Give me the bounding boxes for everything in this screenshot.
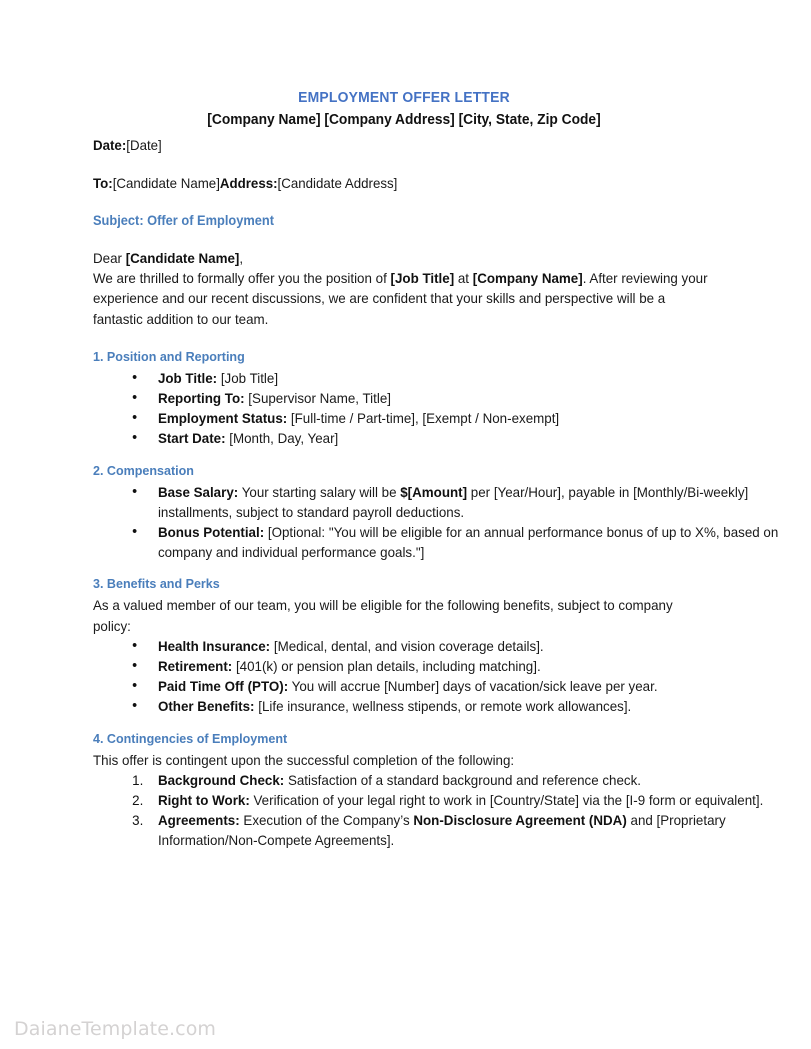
site-watermark: DaianeTemplate.com (14, 1018, 217, 1040)
spacer (93, 562, 715, 574)
item-text: [Job Title] (217, 369, 279, 386)
address-label: Address: (219, 175, 278, 191)
item-label: Reporting To: (157, 390, 245, 407)
bullet-icon: • (132, 523, 138, 541)
list-item (93, 388, 779, 408)
spacer (93, 329, 715, 347)
section-heading-compensation: 2. Compensation (93, 462, 194, 478)
position-list (93, 368, 715, 449)
item-text: [Month, Day, Year] (225, 430, 339, 447)
spacer (93, 155, 715, 173)
list-item (93, 428, 779, 448)
document-body (93, 88, 779, 851)
item-label: Bonus Potential: (157, 524, 265, 541)
spacer (93, 193, 715, 211)
item-nda: Non-Disclosure Agreement (NDA) (413, 812, 627, 829)
item-text-a: Your starting salary will be (238, 483, 401, 500)
list-item (93, 790, 779, 810)
list-item (93, 656, 779, 676)
list-item (93, 770, 779, 790)
item-label: Base Salary: (157, 483, 239, 500)
list-number: 1. (132, 771, 144, 788)
salutation (93, 248, 714, 268)
subject-line: Subject: Offer of Employment (93, 213, 275, 228)
salutation-name: [Candidate Name] (125, 250, 240, 266)
item-label: Employment Status: (157, 410, 288, 427)
bullet-icon: • (132, 636, 138, 654)
bullet-icon: • (132, 389, 138, 407)
list-number: 2. (132, 792, 144, 809)
to-value: [Candidate Name] (112, 175, 220, 191)
item-text-c: and [Proprietary Information/Non-Compete Agreements]. (157, 812, 726, 849)
item-text-a: Satisfaction of a standard background and reference check. (284, 771, 642, 788)
section-heading-contingencies: 4. Contingencies of Employment (93, 730, 288, 746)
item-text-a: Verification of your legal right to work in [Country/State] via the [I-9 form or equivalent]. (249, 792, 764, 809)
document-title: EMPLOYMENT OFFER LETTER (298, 90, 510, 106)
item-text-a: Execution of the Company’s (239, 812, 414, 829)
intro-job-title: [Job Title] (390, 270, 455, 287)
item-label: Agreements: (157, 812, 240, 829)
company-address-line: [Company Name] [Company Address] [City, State, Zip Code] (207, 112, 601, 128)
item-text-c: per [Year/Hour], payable in [Monthly/Bi-weekly] installments, subject to standard payroll deductions. (157, 483, 749, 520)
item-amount: $[Amount] (400, 483, 468, 500)
bullet-icon: • (132, 697, 138, 715)
intro-text-3: . After reviewing your experience and our recent discussions, we are confident that your skills and perspective will be a fantastic addition to our team. (93, 270, 708, 327)
to-label: To: (93, 175, 113, 191)
item-text: You will accrue [Number] days of vacation/sick leave per year. (288, 678, 658, 695)
item-label: Right to Work: (157, 792, 250, 809)
intro-company: [Company Name] (472, 270, 583, 287)
item-text: [Medical, dental, and vision coverage details]. (270, 637, 544, 654)
section-heading-position: 1. Position and Reporting (93, 348, 245, 364)
list-item (93, 522, 779, 562)
bullet-icon: • (132, 409, 138, 427)
list-item (93, 368, 779, 388)
salutation-prefix: Dear (93, 250, 126, 266)
bullet-icon: • (132, 368, 138, 386)
list-number: 3. (132, 812, 144, 829)
item-label: Start Date: (157, 430, 226, 447)
spacer (93, 230, 715, 248)
recipient-line (93, 173, 684, 193)
benefits-intro: As a valued member of our team, you will be eligible for the following benefits, subject to company policy: (93, 597, 673, 634)
item-label: Other Benefits: (157, 698, 255, 715)
bullet-icon: • (132, 677, 138, 695)
item-text: [Life insurance, wellness stipends, or remote work allowances]. (254, 698, 632, 715)
compensation-list (93, 482, 779, 563)
intro-text-2: at (454, 270, 473, 287)
item-label: Retirement: (157, 658, 233, 675)
intro-text-1: We are thrilled to formally offer you the position of (93, 270, 391, 287)
spacer (93, 717, 715, 729)
salutation-suffix: , (239, 250, 244, 266)
bullet-icon: • (132, 482, 138, 500)
intro-paragraph (93, 268, 714, 329)
item-text-a: [Optional: "You will be eligible for an annual performance bonus of up to X%, based on company and individual performance goals."] (157, 524, 779, 561)
item-text: [401(k) or pension plan details, including matching]. (232, 658, 541, 675)
spacer (93, 449, 715, 461)
benefits-list (93, 636, 715, 717)
item-label: Background Check: (157, 771, 285, 788)
item-label: Health Insurance: (157, 637, 271, 654)
address-value: [Candidate Address] (277, 175, 398, 191)
date-line (93, 135, 684, 155)
date-value: [Date] (126, 137, 162, 153)
list-item (93, 696, 779, 716)
list-item (93, 636, 779, 656)
list-item (93, 408, 779, 428)
list-item (93, 676, 779, 696)
list-item (93, 482, 779, 522)
item-label: Job Title: (157, 369, 218, 386)
section-heading-benefits: 3. Benefits and Perks (93, 576, 220, 592)
bullet-icon: • (132, 429, 138, 447)
date-label: Date: (93, 137, 127, 153)
item-label: Paid Time Off (PTO): (157, 678, 289, 695)
item-text: [Supervisor Name, Title] (244, 390, 391, 407)
item-text: [Full-time / Part-time], [Exempt / Non-exempt] (287, 410, 560, 427)
list-item (93, 810, 779, 850)
contingencies-list (93, 770, 764, 851)
bullet-icon: • (132, 657, 138, 675)
contingencies-intro: This offer is contingent upon the successful completion of the following: (93, 751, 515, 768)
